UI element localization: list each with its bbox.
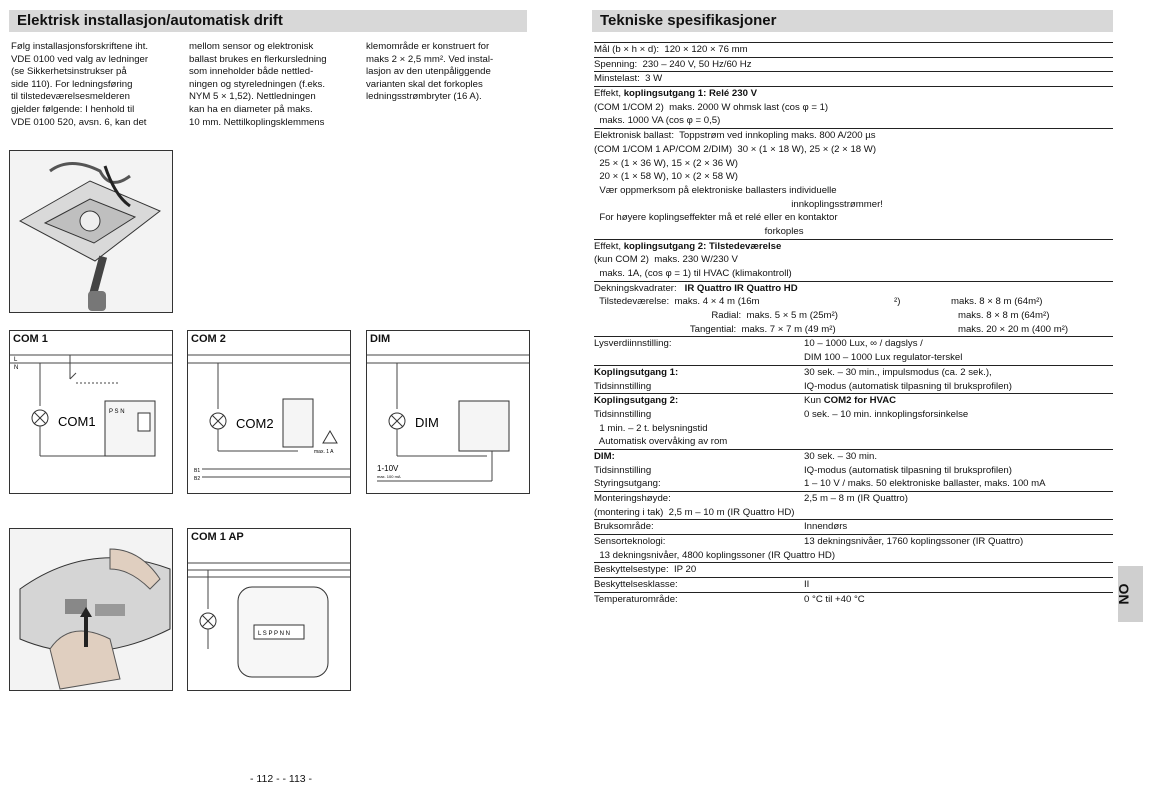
spec-value-text: 10 – 1000 Lux, ∞ / dagslys /: [804, 338, 923, 350]
spec-row: [594, 534, 1113, 549]
spec-row: [594, 295, 1113, 309]
dim-wiring-diagram: [366, 330, 530, 494]
spec-bold: DIM:: [594, 450, 615, 462]
spec-value: [804, 450, 877, 464]
spec-label: Spenning: 230 – 240 V, 50 Hz/60 Hz: [594, 58, 752, 70]
language-tab: NO: [1118, 566, 1143, 622]
spec-value-text: 30 sek. – 30 min., impulsmodus (ca. 2 sek.),: [804, 366, 992, 378]
spec-value-text: 30 sek. – 30 min.: [804, 450, 878, 462]
spec-label: (COM 1/COM 2) maks. 2000 W ohmsk last (cos φ = 1): [594, 101, 829, 113]
spec-value: [804, 578, 809, 592]
spec-label: Mål (b × h × d): 120 × 120 × 76 mm: [594, 44, 748, 55]
com1ap-label: COM 1 AP: [191, 531, 244, 543]
spec-value: [804, 593, 865, 607]
spec-row: [594, 464, 1113, 478]
spec-value-text: Kun: [804, 395, 824, 407]
spec-row: [594, 506, 1113, 520]
spec-label: Bruksområde:: [594, 521, 654, 533]
spec-value-text: 1 – 10 V / maks. 50 elektroniske ballaster, maks. 100 mA: [804, 478, 1046, 490]
spec-row: [594, 281, 1113, 296]
spec-bold: IR Quattro IR Quattro HD: [684, 282, 798, 294]
spec-row: [594, 184, 1113, 198]
spec-label: (montering i tak) 2,5 m – 10 m (IR Quattro HD): [594, 506, 795, 518]
spec-label: For høyere koplingseffekter må et relé eller en kontaktor: [594, 212, 838, 224]
page-numbers: - 112 - - 113 -: [250, 773, 313, 785]
spec-row: [594, 435, 1113, 449]
dim-label: DIM: [370, 333, 391, 345]
spec-label: Monteringshøyde:: [594, 493, 671, 504]
spec-value-text: IQ-modus (automatisk tilpasning til bruksprofilen): [804, 380, 1012, 392]
com1-wire-l: L: [14, 357, 18, 363]
spec-value-text: II: [804, 579, 810, 591]
spec-row: [594, 592, 1113, 607]
spec-value-text: 2,5 m – 8 m (IR Quattro): [804, 493, 908, 504]
spec-value: [804, 351, 962, 365]
spec-row: [594, 198, 1113, 212]
spec-value: [804, 492, 908, 506]
spec-bold: Koplingsutgang 2:: [594, 395, 679, 407]
dim-110v: 1-10V: [377, 464, 399, 473]
spec-value-text: 13 dekningsnivåer, 1760 koplingssoner (IR Quattro): [804, 536, 1024, 548]
spec-bold: koplingsutgang 1: Relé 230 V: [623, 88, 757, 100]
spec-label: Dekningskvadrater:: [594, 282, 685, 294]
dim-text: DIM: [415, 415, 439, 430]
spec-label: Effekt,: [594, 88, 624, 100]
spec-row: [594, 477, 1113, 491]
spec-label: Tidsinnstilling: [594, 408, 652, 420]
spec-row: [594, 253, 1113, 267]
spec-value-text: Innendørs: [804, 521, 848, 533]
spec-table: [594, 42, 1113, 607]
spec-bold: Koplingsutgang 1:: [594, 366, 679, 378]
left-page-title: Elektrisk installasjon/automatisk drift: [9, 10, 527, 32]
spec-col3: ²) maks. 8 × 8 m (64m²): [894, 296, 1043, 308]
spec-label: Tidsinnstilling: [594, 464, 652, 476]
spec-row: [594, 380, 1113, 394]
spec-label: (kun COM 2) maks. 230 W/230 V: [594, 254, 738, 266]
spec-label: (COM 1/COM 1 AP/COM 2/DIM) 30 × (1 × 18 W), 25 × (2 × 18 W): [594, 143, 877, 155]
spec-row: [594, 449, 1113, 464]
spec-row: [594, 157, 1113, 171]
spec-row: [594, 519, 1113, 534]
spec-row: [594, 408, 1113, 422]
spec-row: [594, 86, 1113, 101]
spec-label: Minstelast: 3 W: [594, 73, 663, 85]
spec-row: [594, 239, 1113, 254]
spec-row: [594, 562, 1113, 577]
com1-terminal: P S N: [109, 409, 125, 415]
spec-row: [594, 351, 1113, 365]
spec-row: [594, 365, 1113, 380]
com2-b1: B1: [194, 468, 201, 474]
text-column-2: mellom sensor og elektronisk ballast brukes en flerkursledning som inneholder både nettled- ningen og styreledningen (f.eks. NYM 5 × 1,52). Nettledningen kan ha en diameter på maks. 10 mm. Nettilkoplingsklemmens: [189, 41, 327, 128]
spec-row: [594, 57, 1113, 72]
spec-value-bold: COM2 for HVAC: [823, 395, 897, 407]
spec-row: [594, 336, 1113, 351]
com2-text: COM2: [236, 416, 274, 431]
spec-bold: koplingsutgang 2: Tilstedeværelse: [623, 240, 782, 252]
spec-row: [594, 323, 1113, 337]
spec-label: Temperaturområde:: [594, 593, 678, 605]
com1ap-wiring-diagram: [187, 528, 351, 691]
spec-label: Elektronisk ballast: Toppstrøm ved innkopling maks. 800 A/200 µs: [594, 130, 876, 142]
spec-label: 13 dekningsnivåer, 4800 koplingssoner (IR Quattro HD): [594, 549, 836, 561]
spec-label: Beskyttelsestype: IP 20: [594, 564, 697, 576]
com2-label: COM 2: [191, 333, 226, 345]
spec-col3: maks. 20 × 20 m (400 m²): [894, 323, 1069, 335]
spec-label: Beskyttelsesklasse:: [594, 579, 678, 591]
spec-row: [594, 225, 1113, 239]
spec-label: Tilstedeværelse: maks. 4 × 4 m (16m: [594, 296, 760, 308]
right-page-title: Tekniske spesifikasjoner: [592, 10, 1113, 32]
spec-row: [594, 128, 1113, 143]
com2-max: max. 1 A: [314, 449, 334, 455]
spec-row: [594, 491, 1113, 506]
spec-value: [804, 535, 1023, 549]
spec-label: 1 min. – 2 t. belysningstid: [594, 422, 708, 434]
spec-row: [594, 170, 1113, 184]
spec-row: [594, 549, 1113, 563]
text-column-3: klemområde er konstruert for maks 2 × 2,5 mm². Ved instal- lasjon av den utenpåliggende varianten skal det forkoples ledningsstrømbryter (16 A).: [366, 41, 494, 103]
spec-label: 20 × (1 × 58 W), 10 × (2 × 58 W): [594, 171, 738, 183]
spec-value-text: IQ-modus (automatisk tilpasning til bruksprofilen): [804, 464, 1012, 476]
spec-label: 25 × (1 × 36 W), 15 × (2 × 36 W): [594, 157, 738, 169]
spec-label: maks. 1A, (cos φ = 1) til HVAC (klimakontroll): [594, 268, 792, 279]
spec-label: forkoples: [594, 225, 804, 237]
com1-wire-n: N: [14, 365, 19, 371]
spec-col2: Tangential: maks. 7 × 7 m (49 m²): [674, 323, 836, 335]
spec-value: [804, 337, 923, 351]
spec-row: [594, 101, 1113, 115]
spec-col3: maks. 8 × 8 m (64m²): [894, 310, 1050, 322]
spec-label: innkoplingsstrømmer!: [594, 198, 883, 210]
spec-label: Tidsinnstilling: [594, 380, 652, 392]
spec-row: [594, 211, 1113, 225]
spec-value: [804, 408, 968, 422]
spec-value: [804, 380, 1012, 394]
spec-row: [594, 577, 1113, 592]
installation-photo: [9, 150, 173, 313]
spec-label: Automatisk overvåking av rom: [594, 436, 728, 448]
spec-row: [594, 114, 1113, 128]
spec-row: [594, 267, 1113, 281]
spec-row: [594, 143, 1113, 157]
spec-label: Sensorteknologi:: [594, 536, 666, 548]
spec-col2: Radial: maks. 5 × 5 m (25m²): [674, 310, 838, 322]
spec-row: [594, 393, 1113, 408]
spec-value-text: 0 °C til +40 °C: [804, 593, 865, 605]
spec-value: [804, 477, 1046, 491]
com2-b2: B2: [194, 476, 201, 482]
spec-value-text: 0 sek. – 10 min. innkoplingsforsinkelse: [804, 408, 969, 420]
spec-value: [804, 520, 847, 534]
spec-label: Lysverdiinnstilling:: [594, 338, 672, 350]
com2-wiring-diagram: [187, 330, 351, 494]
com1ap-terminal: L S P P N N: [258, 631, 290, 637]
spec-row: [594, 42, 1113, 57]
spec-value: [804, 366, 992, 380]
spec-row: [594, 309, 1113, 323]
com1-label: COM 1: [13, 333, 48, 345]
spec-label: Styringsutgang:: [594, 478, 661, 490]
spec-value: [804, 464, 1012, 478]
spec-row: [594, 422, 1113, 436]
dim-max: max. 100 mA: [377, 474, 401, 479]
text-column-1: Følg installasjonsforskriftene iht. VDE 0100 ved valg av ledninger (se Sikkerhetsinstrukser på side 110). For ledningsføring til tilstedeværelsesmelderen gjelder følgende: I henhold til VDE 0100 520, avsn. 6, kan det: [11, 41, 149, 128]
spec-value-text: DIM 100 – 1000 Lux regulator-terskel: [804, 352, 963, 364]
com1-text: COM1: [58, 414, 96, 429]
spec-label: Effekt,: [594, 240, 624, 252]
com1-wiring-diagram: [9, 330, 173, 494]
spec-value: [804, 394, 896, 408]
spec-label: Vær oppmerksom på elektroniske ballasters individuelle: [594, 184, 837, 196]
spec-label: maks. 1000 VA (cos φ = 0,5): [594, 115, 721, 127]
mounting-photo: [9, 528, 173, 691]
spec-row: [594, 71, 1113, 86]
